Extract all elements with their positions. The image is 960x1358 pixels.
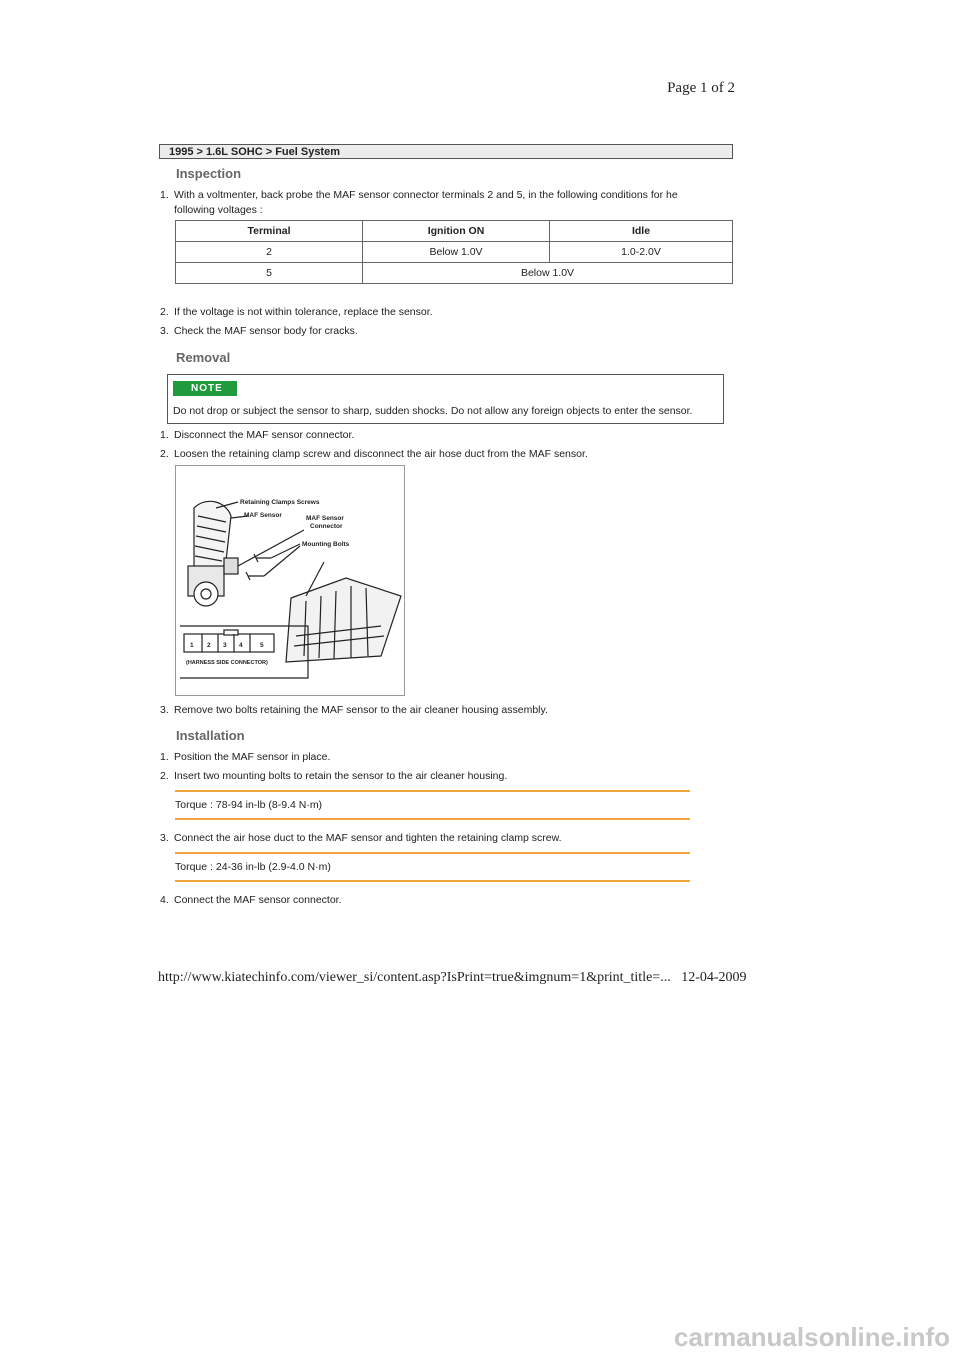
- step-number: 1.: [160, 429, 169, 441]
- step-text: Insert two mounting bolts to retain the sensor to the air cleaner housing.: [174, 770, 508, 782]
- step-text: With a voltmenter, back probe the MAF sensor connector terminals 2 and 5, in the following conditions for he following voltages :: [174, 189, 678, 216]
- voltage-table: [175, 220, 733, 284]
- connector-pin-1: 1: [190, 642, 194, 649]
- step-text: Position the MAF sensor in place.: [174, 751, 331, 763]
- connector-pin-2: 2: [207, 642, 211, 649]
- footer: [158, 970, 747, 986]
- step-number: 1.: [160, 189, 169, 201]
- footer-url: http://www.kiatechinfo.com/viewer_si/content.asp?IsPrint=true&imgnum=1&print_title=...: [158, 970, 671, 985]
- label-harness-side-connector: (HARNESS SIDE CONNECTOR): [186, 660, 268, 666]
- table-cell: Below 1.0V: [363, 263, 733, 284]
- step-text: Check the MAF sensor body for cracks.: [174, 325, 358, 337]
- inspection-heading: Inspection: [176, 166, 242, 181]
- step-number: 4.: [160, 894, 169, 906]
- table-header: Terminal: [176, 221, 363, 242]
- table-header: Ignition ON: [363, 221, 550, 242]
- label-maf-sensor-connector-2: Connector: [310, 523, 343, 530]
- torque-callout-1: Torque : 78-94 in-lb (8-9.4 N·m): [175, 790, 690, 820]
- torque-callout-2: Torque : 24-36 in-lb (2.9-4.0 N·m): [175, 852, 690, 882]
- maf-sensor-diagram: [175, 465, 405, 696]
- step-text: Loosen the retaining clamp screw and disconnect the air hose duct from the MAF sensor.: [174, 448, 588, 460]
- installation-step-3: [160, 831, 562, 846]
- installation-step-1: [160, 750, 330, 765]
- step-text: Disconnect the MAF sensor connector.: [174, 429, 355, 441]
- installation-step-2: [160, 769, 507, 784]
- table-row: [176, 242, 733, 263]
- step-number: 2.: [160, 770, 169, 782]
- step-text: Connect the air hose duct to the MAF sensor and tighten the retaining clamp screw.: [174, 832, 562, 844]
- installation-heading: Installation: [176, 728, 245, 743]
- watermark: carmanualsonline.info: [674, 1322, 950, 1352]
- step-text: Connect the MAF sensor connector.: [174, 894, 342, 906]
- table-cell: Below 1.0V: [363, 242, 550, 263]
- note-box: [167, 374, 724, 424]
- step-number: 3.: [160, 832, 169, 844]
- label-mounting-bolts: Mounting Bolts: [302, 541, 350, 548]
- inspection-step-1: [160, 188, 720, 218]
- table-cell: 1.0-2.0V: [550, 242, 733, 263]
- removal-step-3: [160, 703, 548, 718]
- step-number: 3.: [160, 325, 169, 337]
- label-maf-sensor-connector-1: MAF Sensor: [306, 515, 344, 522]
- inspection-step-3: [160, 324, 358, 339]
- step-number: 2.: [160, 448, 169, 460]
- removal-heading: Removal: [176, 350, 231, 365]
- removal-step-1: [160, 428, 354, 443]
- step-number: 3.: [160, 704, 169, 716]
- table-cell: 2: [176, 242, 363, 263]
- step-number: 1.: [160, 751, 169, 763]
- label-retaining-clamp-screws: Retaining Clamps Screws: [240, 499, 320, 506]
- label-maf-sensor: MAF Sensor: [244, 512, 282, 519]
- connector-pin-4: 4: [239, 642, 243, 649]
- step-number: 2.: [160, 306, 169, 318]
- table-header-row: [176, 221, 733, 242]
- inspection-step-2: [160, 305, 433, 320]
- note-text: Do not drop or subject the sensor to sharp, sudden shocks. Do not allow any foreign objects to enter the sensor.: [173, 405, 693, 417]
- step-text: Remove two bolts retaining the MAF sensor to the air cleaner housing assembly.: [174, 704, 548, 716]
- breadcrumb: 1995 > 1.6L SOHC > Fuel System: [159, 144, 733, 159]
- installation-step-4: [160, 893, 342, 908]
- table-row: [176, 263, 733, 284]
- connector-pin-3: 3: [223, 642, 227, 649]
- step-text: If the voltage is not within tolerance, replace the sensor.: [174, 306, 433, 318]
- note-badge: NOTE: [173, 381, 237, 396]
- maf-sensor-drawing: [176, 466, 404, 695]
- table-header: Idle: [550, 221, 733, 242]
- connector-pin-5: 5: [260, 642, 264, 649]
- table-cell: 5: [176, 263, 363, 284]
- removal-step-2: [160, 447, 588, 462]
- page-number: Page 1 of 2: [667, 80, 735, 96]
- footer-date: 12-04-2009: [681, 970, 747, 985]
